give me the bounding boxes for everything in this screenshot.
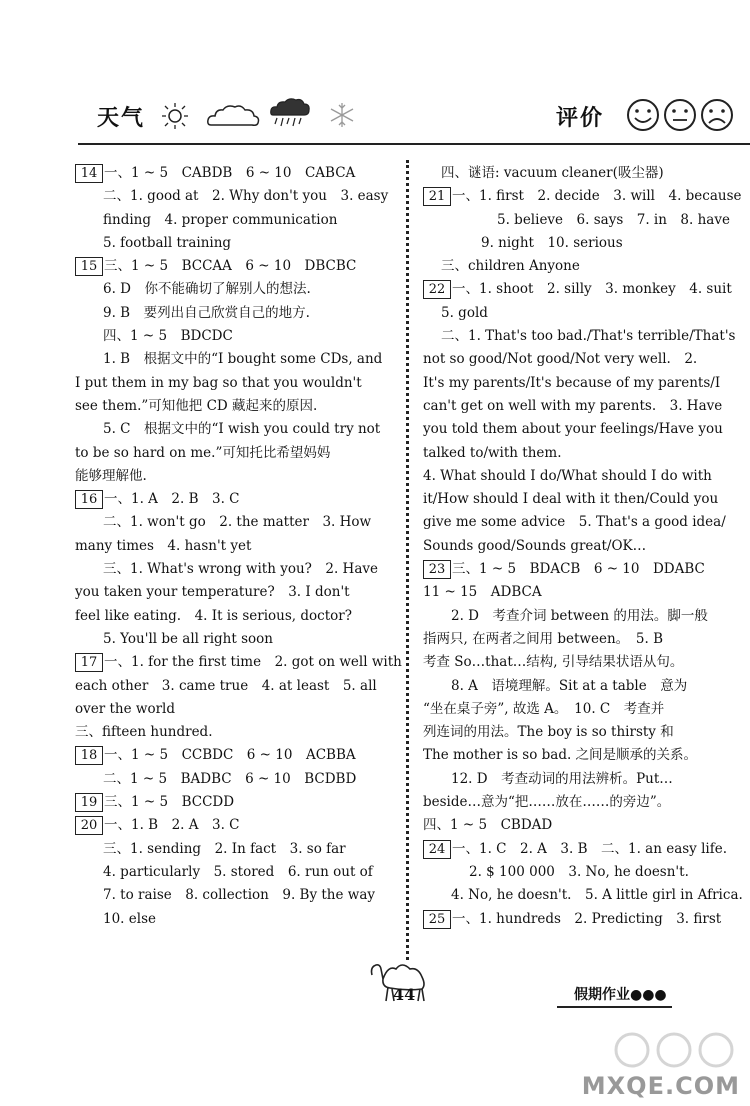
answer-line: 1. B 根据文中的“I bought some CDs, and: [103, 351, 383, 368]
column-divider: [406, 160, 409, 960]
answer-line: 9. night 10. serious: [481, 234, 623, 251]
footer-rule: [557, 1006, 672, 1008]
section-number: 18: [75, 746, 103, 765]
watermark-text: MXQE.COM: [581, 1072, 740, 1100]
answer-line: 能够理解他.: [75, 467, 147, 484]
section-number: 17: [75, 653, 103, 672]
section-14: [75, 162, 389, 255]
answer-line: 5. You'll be all right soon: [103, 630, 273, 647]
answer-line: 二、1 ~ 5 BADBC 6 ~ 10 BCDBD: [103, 770, 357, 787]
page-number: 44: [393, 985, 416, 1004]
answer-line: 三、children Anyone: [441, 258, 580, 275]
evaluation-label: 评价: [556, 105, 605, 131]
answer-line: 5. football training: [103, 234, 232, 251]
answer-line: 5. C 根据文中的“I wish you could try not: [103, 421, 381, 438]
answer-line: 4. What should I do/What should I do with: [423, 467, 712, 484]
answer-line: 6. D 你不能确切了解别人的想法.: [103, 281, 311, 298]
answer-line: 5. believe 6. says 7. in 8. have: [497, 211, 730, 228]
section-22: [423, 278, 738, 558]
answer-line: I put them in my bag so that you wouldn't: [75, 374, 362, 391]
answer-line: over the world: [75, 700, 175, 717]
answer-line: it/How should I deal with it then/Could you: [423, 491, 719, 508]
answer-line: 一、1. B 2. A 3. C: [104, 817, 240, 834]
page-header: [0, 95, 750, 140]
answer-line: 四、1 ~ 5 CBDAD: [423, 817, 553, 834]
answer-line: many times 4. hasn't yet: [75, 537, 252, 554]
section-21: [423, 185, 742, 278]
answer-line: Sounds good/Sounds great/OK…: [423, 537, 647, 554]
answer-line: to be so hard on me.”可知托比希望妈妈: [75, 444, 331, 461]
weather-label: 天气: [97, 105, 146, 131]
right-column: [423, 162, 743, 931]
section-number: 20: [75, 816, 103, 835]
answer-line: 三、1. sending 2. In fact 3. so far: [103, 840, 346, 857]
answer-line: 列连词的用法。The boy is so thirsty 和: [423, 724, 674, 741]
cloud-icon: [205, 101, 261, 131]
answer-line: you taken your temperature? 3. I don't: [75, 584, 350, 601]
footer-dots: ●●●: [630, 987, 667, 1003]
answer-line: give me some advice 5. That's a good idea/: [423, 514, 726, 531]
answer-line: 8. A 语境理解。Sit at a table 意为: [451, 677, 688, 694]
answer-line: 12. D 考查动词的用法辨析。Put…: [451, 770, 673, 787]
answer-line: 7. to raise 8. collection 9. By the way: [103, 887, 376, 904]
answer-line: feel like eating. 4. It is serious, doctor?: [75, 607, 352, 624]
section-17: [75, 651, 402, 744]
answer-line: 三、1 ~ 5 BDACB 6 ~ 10 DDABC: [452, 561, 705, 578]
section-16: [75, 488, 385, 651]
answer-line: 二、1. That's too bad./That's terrible/That's: [441, 328, 736, 345]
answer-line: 一、1. C 2. A 3. B 二、1. an easy life.: [452, 840, 728, 857]
section-number: 25: [423, 910, 451, 929]
section-number: 23: [423, 560, 451, 579]
answer-line: 一、1 ~ 5 CCBDC 6 ~ 10 ACBBA: [104, 747, 356, 764]
answer-line: “坐在桌子旁”, 故选 A。 10. C 考查并: [423, 700, 665, 717]
section-23: [423, 558, 738, 838]
section-15: [75, 255, 385, 488]
answer-line: 指两只, 在两者之间用 between。 5. B: [423, 630, 664, 647]
answer-line: you told them about your feelings/Have you: [423, 421, 723, 438]
answer-line: The mother is so bad. 之间是顺承的关系。: [423, 747, 698, 764]
section-24: [423, 838, 743, 908]
sun-icon: [160, 101, 190, 131]
footer-label: [574, 984, 667, 1004]
answer-line: 三、1 ~ 5 BCCDD: [104, 794, 235, 811]
answer-line: 一、1. shoot 2. silly 3. monkey 4. suit: [452, 281, 732, 298]
answer-line: 10. else: [103, 910, 156, 927]
answer-line: 一、1. A 2. B 3. C: [104, 491, 240, 508]
answer-line: 5. gold: [441, 304, 488, 321]
footer-text: 假期作业: [574, 987, 630, 1003]
section-number: 24: [423, 840, 451, 859]
answer-line: 二、1. won't go 2. the matter 3. How: [103, 514, 372, 531]
page-footer: [0, 955, 750, 1004]
answer-line: talked to/with them.: [423, 444, 562, 461]
answer-line: 考查 So…that…结构, 引导结果状语从句。: [423, 654, 684, 671]
answer-line: can't get on well with my parents. 3. Have: [423, 397, 723, 414]
rain-cloud-icon: [268, 97, 312, 131]
answer-line: 2. $ 100 000 3. No, he doesn't.: [469, 863, 689, 880]
riddle-answer: 四、谜语: vacuum cleaner(吸尘器): [441, 165, 664, 181]
answer-line: 4. No, he doesn't. 5. A little girl in Africa.: [451, 887, 743, 904]
answer-line: each other 3. came true 4. at least 5. all: [75, 677, 377, 694]
section-18: [75, 744, 385, 791]
section-number: 22: [423, 280, 451, 299]
left-column: [75, 162, 402, 931]
answer-line: 三、fifteen hundred.: [75, 724, 213, 741]
neutral-face-icon: [662, 97, 698, 133]
section-number: 15: [75, 257, 103, 276]
section-number: 19: [75, 793, 103, 812]
answer-line: not so good/Not good/Not very well. 2.: [423, 351, 698, 368]
answer-line: see them.”可知他把 CD 藏起来的原因.: [75, 397, 318, 414]
answer-line: 一、1. for the first time 2. got on well with: [104, 654, 402, 671]
answer-line: 4. particularly 5. stored 6. run out of: [103, 863, 373, 880]
snowflake-icon: [328, 101, 356, 129]
smile-face-icon: [625, 97, 661, 133]
section-19: [75, 791, 385, 814]
answer-line: 三、1. What's wrong with you? 2. Have: [103, 561, 378, 578]
answer-line: 2. D 考查介词 between 的用法。脚一般: [451, 607, 708, 624]
answer-line: 9. B 要列出自己欣赏自己的地方.: [103, 304, 310, 321]
answer-line: 一、1 ~ 5 CABDB 6 ~ 10 CABCA: [104, 165, 356, 181]
header-rule: [78, 143, 750, 145]
sad-face-icon: [699, 97, 735, 133]
answer-line: 三、1 ~ 5 BCCAA 6 ~ 10 DBCBC: [104, 258, 357, 275]
answer-line: finding 4. proper communication: [103, 211, 338, 228]
answer-line: 一、1. hundreds 2. Predicting 3. first: [452, 910, 722, 927]
section-number: 14: [75, 164, 103, 183]
section-25: [423, 908, 738, 931]
section-20: [75, 814, 385, 930]
answer-line: It's my parents/It's because of my parents/I: [423, 374, 721, 391]
answer-line: beside…意为“把……放在……的旁边”。: [423, 794, 671, 811]
answer-line: 四、1 ~ 5 BDCDC: [103, 328, 233, 345]
answer-line: 11 ~ 15 ADBCA: [423, 584, 542, 601]
section-number: 21: [423, 187, 451, 206]
answer-line: 一、1. first 2. decide 3. will 4. because: [452, 188, 742, 205]
answer-line: 二、1. good at 2. Why don't you 3. easy: [103, 188, 389, 205]
section-number: 16: [75, 490, 103, 509]
